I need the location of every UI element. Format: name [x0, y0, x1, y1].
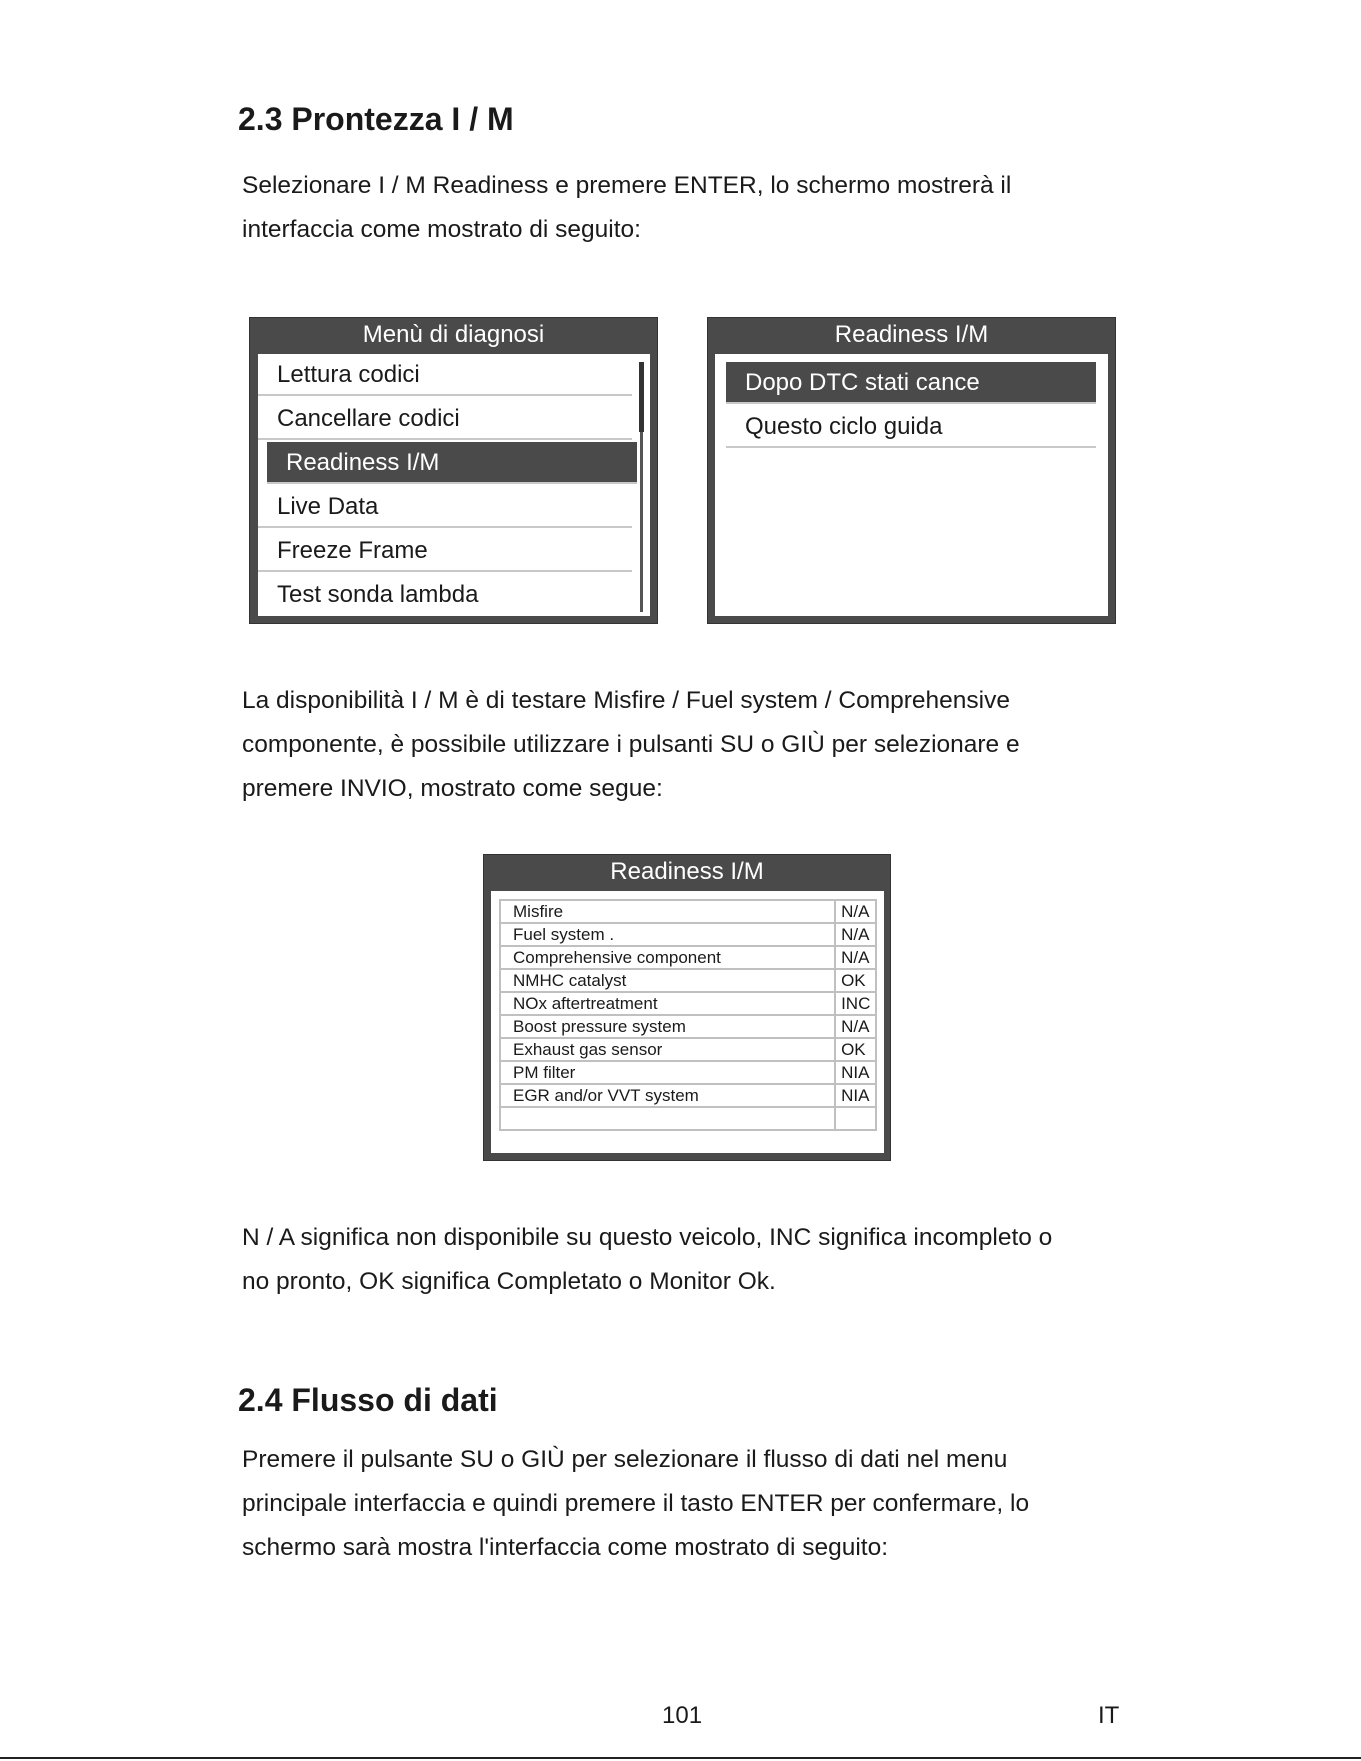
intro-line-2: interfaccia come mostrato di seguito: — [242, 216, 641, 243]
legend-line-1: N / A significa non disponibile su questo veicolo, INC significa incompleto o — [242, 1224, 1053, 1251]
table-row — [500, 946, 876, 969]
submenu-item-dopo-dtc[interactable]: Dopo DTC stati cance — [726, 362, 1096, 404]
availability-line-3: premere INVIO, mostrato come segue: — [242, 775, 663, 802]
monitor-status: N/A — [835, 923, 876, 946]
screen-title: Readiness I/M — [610, 858, 764, 885]
screen-title: Readiness I/M — [834, 321, 989, 348]
availability-line-2: componente, è possibile utilizzare i pulsanti SU o GIÙ per selezionare e — [242, 731, 1020, 758]
table-row — [500, 1061, 876, 1084]
menu-item-lettura-codici[interactable]: Lettura codici — [258, 354, 632, 396]
submenu-item-ciclo-guida[interactable]: Questo ciclo guida — [726, 406, 1096, 448]
menu-item-freeze-frame[interactable]: Freeze Frame — [258, 530, 632, 572]
intro-paragraph — [242, 164, 1122, 252]
table-row — [500, 1107, 876, 1130]
monitor-name: PM filter — [500, 1061, 835, 1084]
table-row — [500, 969, 876, 992]
monitor-name: Fuel system . — [500, 923, 835, 946]
intro-line-1: Selezionare I / M Readiness e premere ENTER, lo schermo mostrerà il — [242, 172, 1012, 199]
monitor-name: Comprehensive component — [500, 946, 835, 969]
page-number: 101 — [662, 1702, 703, 1729]
table-row — [500, 923, 876, 946]
language-label: IT — [1098, 1702, 1120, 1729]
menu-item-readiness-im[interactable]: Readiness I/M — [267, 442, 637, 484]
readiness-table-screen — [483, 854, 891, 1161]
data-flow-line-2: principale interfaccia e quindi premere il tasto ENTER per confermare, lo — [242, 1490, 1030, 1517]
monitor-status: N/A — [835, 1015, 876, 1038]
screen-title: Menù di diagnosi — [362, 321, 545, 348]
scrollbar-thumb[interactable] — [639, 362, 644, 432]
monitor-status: NIA — [835, 1084, 876, 1107]
monitor-status: INC — [835, 992, 876, 1015]
monitor-name: NMHC catalyst — [500, 969, 835, 992]
monitor-name — [500, 1107, 835, 1130]
monitor-name: NOx aftertreatment — [500, 992, 835, 1015]
monitor-status: OK — [835, 1038, 876, 1061]
readiness-submenu-list — [715, 354, 1108, 616]
table-row — [500, 1038, 876, 1061]
legend-line-2: no pronto, OK significa Completato o Monitor Ok. — [242, 1268, 776, 1295]
table-row — [500, 1084, 876, 1107]
availability-line-1: La disponibilità I / M è di testare Misfire / Fuel system / Comprehensive — [242, 687, 1010, 714]
legend-paragraph — [242, 1216, 1122, 1304]
table-row — [500, 1015, 876, 1038]
menu-item-cancellare-codici[interactable]: Cancellare codici — [258, 398, 632, 440]
readiness-submenu-screen — [707, 317, 1116, 624]
monitor-name: EGR and/or VVT system — [500, 1084, 835, 1107]
monitor-status: OK — [835, 969, 876, 992]
section-heading-2-3: 2.3 Prontezza I / M — [238, 101, 514, 137]
table-row — [500, 992, 876, 1015]
monitor-name: Misfire — [500, 900, 835, 923]
readiness-table-panel — [491, 891, 884, 1153]
data-flow-line-3: schermo sarà mostra l'interfaccia come mostrato di seguito: — [242, 1534, 889, 1561]
page-bottom-rule — [0, 1757, 1361, 1759]
table-row — [500, 900, 876, 923]
monitor-name: Exhaust gas sensor — [500, 1038, 835, 1061]
monitor-status: NIA — [835, 1061, 876, 1084]
data-flow-line-1: Premere il pulsante SU o GIÙ per selezionare il flusso di dati nel menu — [242, 1446, 1008, 1473]
monitor-name: Boost pressure system — [500, 1015, 835, 1038]
monitor-status — [835, 1107, 876, 1130]
monitor-status: N/A — [835, 900, 876, 923]
menu-item-live-data[interactable]: Live Data — [258, 486, 632, 528]
monitor-status: N/A — [835, 946, 876, 969]
readiness-table — [499, 899, 877, 1131]
data-flow-paragraph — [242, 1438, 1122, 1570]
menu-item-test-sonda-lambda[interactable]: Test sonda lambda — [277, 581, 479, 608]
diagnosis-menu-screen — [249, 317, 658, 624]
availability-paragraph — [242, 679, 1122, 811]
diagnosis-menu-list — [258, 354, 650, 616]
section-heading-2-4: 2.4 Flusso di dati — [238, 1382, 498, 1418]
